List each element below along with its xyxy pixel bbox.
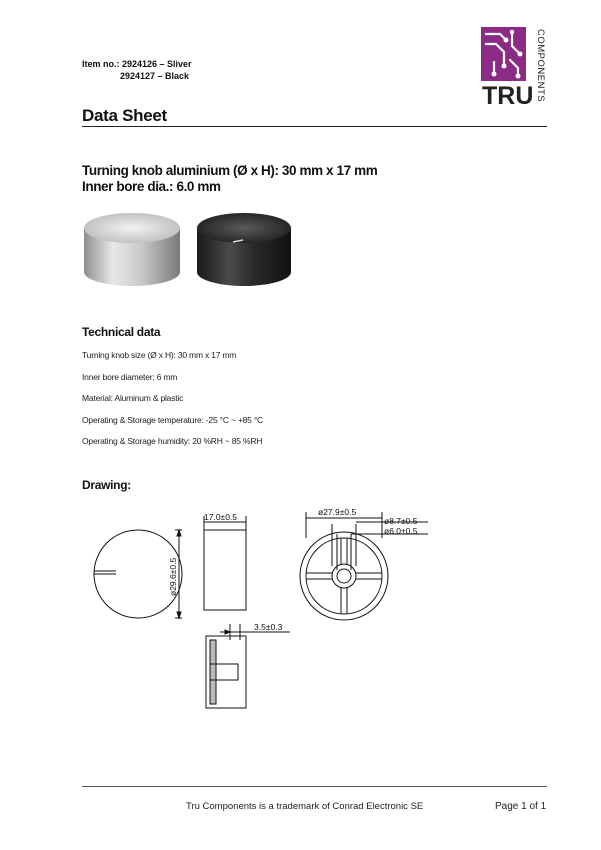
dim-diameter: ø29.6±0.5: [168, 557, 178, 596]
dim-bore: ø6.0±0.5: [384, 526, 418, 536]
product-line-2: Inner bore dia.: 6.0 mm: [82, 179, 221, 194]
spec-item: Operating & Storage temperature: -25 °C ~ +85 °C: [82, 415, 263, 425]
product-line-1: Turning knob aluminium (Ø x H): 30 mm x 17 mm: [82, 163, 378, 178]
spec-item: Material: Aluminum & plastic: [82, 393, 184, 403]
front-view: [94, 530, 182, 618]
side-view: [204, 512, 246, 610]
logo-text: TRU: [482, 82, 534, 106]
title-divider: [82, 126, 547, 127]
footer-divider: [82, 786, 547, 787]
item-number-block: [82, 58, 192, 82]
section-view: [206, 622, 290, 708]
item-number-silver: Item no.: 2924126 – Sliver: [82, 59, 192, 69]
dim-wall: 3.5±0.3: [254, 622, 283, 632]
spec-item: Inner bore diameter: 6 mm: [82, 372, 178, 382]
drawing-heading: Drawing:: [82, 478, 131, 492]
page-number: Page 1 of 1: [495, 801, 547, 812]
black-knob-image: [193, 208, 295, 290]
dim-height: 17.0±0.5: [204, 512, 238, 522]
silver-knob-image: [80, 208, 184, 290]
footer-trademark: Tru Components is a trademark of Conrad Electronic SE: [186, 801, 424, 812]
item-number-black: 2924127 – Black: [120, 71, 190, 81]
technical-data-heading: Technical data: [82, 325, 161, 339]
spec-item: Operating & Storage humidity: 20 %RH ~ 85 %RH: [82, 436, 263, 446]
logo-subtext: COMPONENTS: [535, 29, 546, 103]
tru-components-logo: [480, 26, 548, 106]
back-view: [300, 507, 428, 620]
spec-item: Turning knob size (Ø x H): 30 mm x 17 mm: [82, 350, 237, 360]
dim-outer: ø27.9±0.5: [318, 507, 357, 517]
dim-hub: ø8.7±0.5: [384, 516, 418, 526]
page-title: Data Sheet: [82, 106, 167, 125]
product-description: [82, 163, 377, 195]
technical-drawing: [80, 500, 520, 720]
